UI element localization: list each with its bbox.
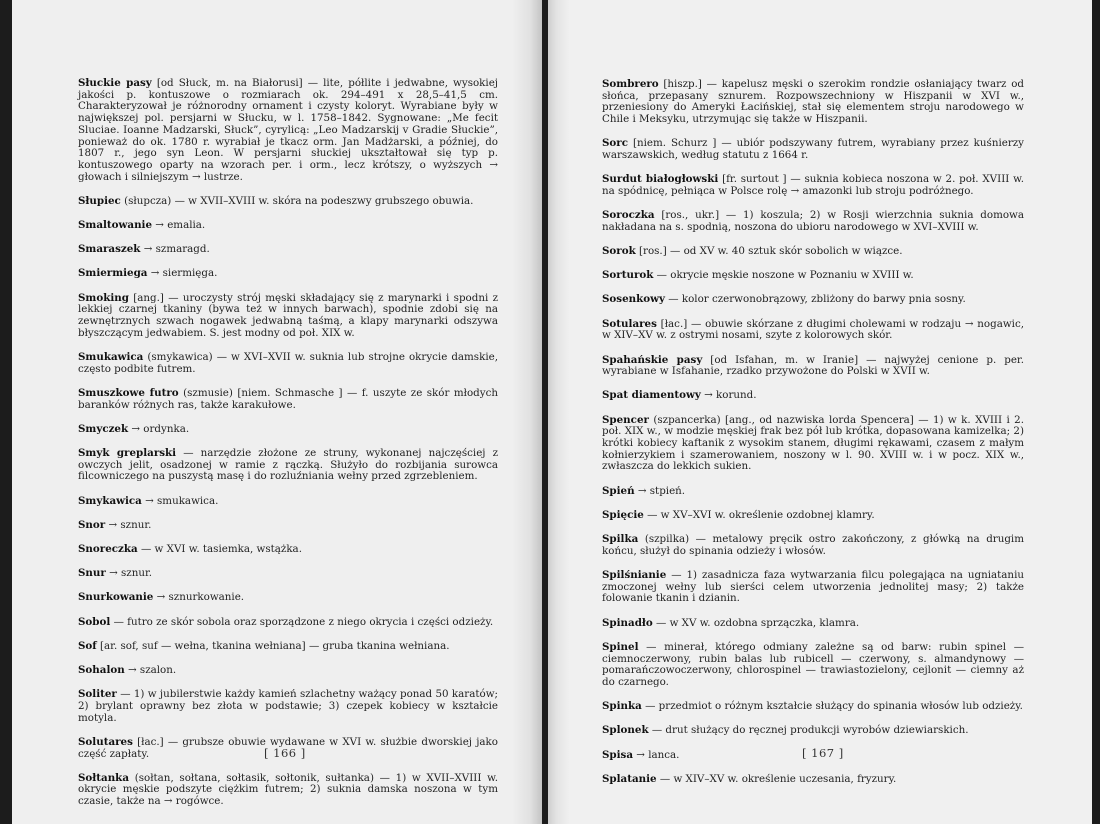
left-page-number: [ 166 ] xyxy=(264,746,306,760)
dictionary-entry xyxy=(602,79,1024,126)
entry-term: Spinka xyxy=(602,700,642,713)
entry-term: Spilka xyxy=(602,533,639,546)
dictionary-entry xyxy=(78,196,498,208)
entry-definition: — 1) zasadnicza faza wytwarzania filcu polegająca na ugniataniu zmoczonej wełny lub sierści celem utworzenia jednolitej masy; 2) także folowanie tkanin i dzianin. xyxy=(602,568,1024,605)
entry-term: Snurkowanie xyxy=(78,591,154,604)
dictionary-entry xyxy=(602,138,1024,161)
dictionary-entry xyxy=(78,689,498,724)
entry-definition: [łac.] — grubsze obuwie wydawane w XVI w. służbie dworskiej jako część zapłaty. xyxy=(78,735,498,760)
dictionary-entry xyxy=(602,725,1024,737)
dictionary-entry xyxy=(602,510,1024,522)
entry-definition: — futro ze skór sobola oraz sporządzone z niego okrycia i części odzieży. xyxy=(110,615,494,628)
entry-term: Snoreczka xyxy=(78,542,138,555)
entry-term: Sosenkowy xyxy=(602,293,665,306)
entry-term: Smaraszek xyxy=(78,243,141,256)
book-gutter-shadow-right xyxy=(548,0,570,824)
entry-definition: → emalia. xyxy=(152,219,206,232)
entry-definition: → sznurkowanie. xyxy=(153,591,245,604)
dictionary-entry xyxy=(602,701,1024,713)
right-page-text-column xyxy=(602,79,1024,798)
dictionary-entry xyxy=(78,520,498,532)
entry-term: Snur xyxy=(78,567,106,580)
entry-definition: — przedmiot o różnym kształcie służący do spinania włosów lub odzieży. xyxy=(641,700,1023,713)
entry-term: Spat diamentowy xyxy=(602,389,701,402)
entry-definition: (słupcza) — w XVII–XVIII w. skóra na podeszwy grubszego obuwia. xyxy=(120,194,474,207)
entry-term: Smoking xyxy=(78,291,129,304)
dictionary-entry xyxy=(602,618,1024,630)
entry-term: Spahańskie pasy xyxy=(602,353,703,366)
entry-term: Surdut białogłowski xyxy=(602,173,719,186)
entry-definition: → szalon. xyxy=(124,664,177,676)
entry-definition: — w XV w. ozdobna sprzączka, klamra. xyxy=(652,616,860,629)
book-gutter-shadow-left xyxy=(512,0,542,824)
entry-term: Sorc xyxy=(602,137,628,150)
dictionary-entry xyxy=(78,568,498,580)
dictionary-entry xyxy=(602,774,1024,786)
entry-definition: — w XIV–XV w. określenie uczesania, fryzury. xyxy=(656,772,897,785)
dictionary-entry xyxy=(78,496,498,508)
entry-definition: → sznur. xyxy=(105,567,153,580)
entry-term: Sobol xyxy=(78,615,111,628)
entry-definition: [hiszp.] — kapelusz męski o szerokim rondzie osłaniający twarz od słońca, przepasany sznurem. Rozpowszechniony w Hiszpanii w XVI w., przeniesiony do Ameryki Łacińskiej, stał się elementem stroju narodowego w Chile i Meksyku, utrzymując się także w Hiszpanii. xyxy=(602,78,1024,126)
dictionary-entry xyxy=(602,246,1024,258)
entry-definition: → korund. xyxy=(700,389,757,402)
dictionary-entry xyxy=(602,210,1024,233)
dictionary-entry xyxy=(78,293,498,340)
entry-definition: — w XV–XVI w. określenie ozdobnej klamry. xyxy=(643,508,875,521)
dictionary-entry xyxy=(78,665,498,677)
entry-definition: → ordynka. xyxy=(128,422,190,435)
entry-definition: [od Słuck, m. na Białorusi] — lite, półlite i jedwabne, wysokiej jakości p. kontuszowe o rozmiarach ok. 294–491 x 28,5–41,5 cm. Charakteryzował je różnorodny ornament i czysty koloryt. Wyrabiane były w największej pol. persjarni w Słucku, w l. 1758–1842. Sygnowane: „Me fecit Sluciae. Ioanne Madzarski, Słuck”, cyrylicą: „Leo Madzarskij v Gradie Słuckie”, ponieważ do ok. 1780 r. wyrabiał je tkacz orm. Jan Madżarski, a później, do 1807 r., jego syn Leon. W persjarni słuckiej ukształtował się typ p. kontuszowego oparty na wzorach per. i orm., lecz krótszy, o wyższych → głowach i silniejszym → lustrze. xyxy=(78,77,498,183)
entry-term: Smyk greplarski xyxy=(78,446,177,459)
dictionary-entry xyxy=(78,448,498,483)
entry-term: Słupiec xyxy=(78,194,121,207)
entry-definition: — drut służący do ręcznej produkcji wyrobów dziewiarskich. xyxy=(648,724,969,737)
entry-term: Sorok xyxy=(602,245,636,258)
entry-definition: → szmaragd. xyxy=(140,243,210,256)
entry-term: Spinel xyxy=(602,640,639,653)
dictionary-entry xyxy=(602,319,1024,342)
dictionary-entry xyxy=(602,270,1024,282)
dictionary-entry xyxy=(602,174,1024,197)
entry-term: Smuszkowe futro xyxy=(78,386,179,399)
entry-definition: — kolor czerwonobrązowy, zbliżony do barwy pnia sosny. xyxy=(665,293,966,306)
entry-definition: (szpilka) — metalowy pręcik ostro zakończony, z główką na drugim końcu, służył do spinania odzieży i włosów. xyxy=(602,533,1024,557)
entry-definition: [fr. surtout ] — suknia kobieca noszona w 2. poł. XVIII w. na spódnicę, pełniąca w Polsce rolę → amazonki lub stroju podróżnego. xyxy=(602,173,1024,197)
entry-definition: → sznur. xyxy=(105,518,152,531)
entry-term: Smyczek xyxy=(78,422,129,435)
dictionary-entry xyxy=(78,268,498,280)
dictionary-entry xyxy=(78,78,498,183)
entry-term: Solutares xyxy=(78,735,133,748)
dictionary-entry xyxy=(78,244,498,256)
dictionary-entry xyxy=(602,642,1024,689)
entry-definition: [niem. Schurz ] — ubiór podszywany futrem, wyrabiany przez kuśnierzy warszawskich, według statutu z 1664 r. xyxy=(602,137,1024,162)
entry-definition: → smukawica. xyxy=(141,494,219,507)
entry-term: Spilśnianie xyxy=(602,568,667,581)
dictionary-entry xyxy=(602,390,1024,402)
entry-definition: [ang.] — uroczysty strój męski składający się z marynarki i spodni z lekkiej czarnej tkaniny (bywa też w innych barwach), spodnie zdobi się na zewnętrznych szwach nogawek jedwabną taśmą, a klapy marynarki odszywa błyszczącym jedwabiem. S. jest modny od poł. XIX w. xyxy=(78,291,498,339)
entry-term: Smykawica xyxy=(78,494,142,507)
dictionary-entry xyxy=(78,641,498,653)
dictionary-entry xyxy=(78,388,498,411)
entry-definition: (szmusie) [niem. Schmasche ] — f. uszyte ze skór młodych baranków różnych ras, także karakułowe. xyxy=(78,386,498,411)
entry-definition: (smykawica) — w XVI–XVII w. suknia lub strojne okrycie damskie, często podbite futrem. xyxy=(78,350,498,375)
dictionary-entry xyxy=(78,544,498,556)
entry-term: Spięcie xyxy=(602,508,644,521)
dictionary-entry xyxy=(78,424,498,436)
entry-definition: — w XVI w. tasiemka, wstążka. xyxy=(137,542,302,555)
entry-definition: — okrycie męskie noszone w Poznaniu w XVIII w. xyxy=(653,269,914,282)
entry-term: Soroczka xyxy=(602,209,655,222)
entry-term: Sotulares xyxy=(602,317,657,330)
entry-definition: [ar. sof, suf — wełna, tkanina wełniana] — gruba tkanina wełniana. xyxy=(96,639,450,652)
entry-term: Spencer xyxy=(602,413,649,426)
left-page-text-column xyxy=(78,78,498,820)
entry-term: Snor xyxy=(78,518,106,531)
right-page xyxy=(548,0,1092,824)
entry-definition: (szpancerka) [ang., od nazwiska lorda Spencera] — 1) w k. XVIII i 2. poł. XIX w., w modzie męskiej frak bez pół lub krótka, dopasowana kamizelka; 2) krótki kobiecy kaftanik z wysokim stanem, długimi rękawami, czasem z małym kołnierzykiem i szamerowaniem, noszony w l. 90. XVIII w. i w pocz. XIX w., zwłaszcza do lekkich sukien. xyxy=(602,413,1024,473)
dictionary-entry xyxy=(78,352,498,375)
entry-term: Sombrero xyxy=(602,78,659,90)
dictionary-entry xyxy=(602,534,1024,557)
dictionary-entry xyxy=(602,486,1024,498)
entry-term: Spinadło xyxy=(602,616,653,629)
entry-term: Smaltowanie xyxy=(78,219,153,232)
entry-term: Soliter xyxy=(78,688,117,701)
entry-term: Smiermiega xyxy=(78,267,148,280)
dictionary-entry xyxy=(602,415,1024,474)
entry-term: Sohalon xyxy=(78,664,125,676)
dictionary-entry xyxy=(602,570,1024,605)
dictionary-entry xyxy=(78,220,498,232)
entry-term: Splatanie xyxy=(602,772,657,785)
dictionary-entry xyxy=(78,773,498,808)
entry-definition: — narzędzie złożone ze struny, wykonanej najczęściej z owczych jelit, osadzonej w ramie z rączką. Służyło do rozbijania surowca filcowniczego na puszystą masę i do rozluźniania wełny przed zgrzebleniem. xyxy=(78,446,498,483)
entry-definition: — 1) w jubilerstwie każdy kamień szlachetny ważący ponad 50 karatów; 2) brylant oprawny bez złota w podstawie; 3) czepek kobiecy w kształcie motyla. xyxy=(78,688,498,724)
entry-term: Sołtanka xyxy=(78,771,129,784)
entry-term: Sof xyxy=(78,639,97,652)
entry-definition: [od Isfahan, m. w Iranie] — najwyżej cenione p. per. wyrabiane w Isfahanie, rzadko przywożone do Polski w XVII w. xyxy=(602,353,1024,378)
entry-definition: → stpień. xyxy=(634,484,686,497)
entry-term: Sorturok xyxy=(602,269,654,282)
entry-term: Spień xyxy=(602,484,635,497)
entry-term: Smukawica xyxy=(78,350,144,363)
entry-definition: (sołtan, sołtana, sołtasik, sołtonik, sułtanka) — 1) w XVII–XVIII w. okrycie męskie podszyte ciężkim futrem; 2) suknia damska noszona w tym czasie, także na → rogówce. xyxy=(78,771,498,808)
entry-definition: [łac.] — obuwie skórzane z długimi cholewami w rodzaju → nogawic, w XIV–XV w. z ostrymi nosami, szyte z kolorowych skór. xyxy=(602,317,1024,342)
entry-definition: [ros., ukr.] — 1) koszula; 2) w Rosji wierzchnia suknia domowa nakładana na s. spodnią, noszona do ubioru narodowego w XVI–XVIII w. xyxy=(602,209,1024,233)
entry-definition: → lanca. xyxy=(633,748,680,761)
entry-definition: — minerał, którego odmiany zależne są od barw: rubin spinel — ciemnoczerwony, rubin balas lub rubicell — czerwony, s. almandynowy — pomarańczowoczerwony, chlorospinel — trawiastozielony, cejlonit — ciemny aż do czarnego. xyxy=(602,640,1024,688)
entry-term: Słuckie pasy xyxy=(78,77,152,89)
entry-term: Spisa xyxy=(602,748,634,761)
left-page xyxy=(12,0,542,824)
right-page-number: [ 167 ] xyxy=(802,746,844,760)
entry-definition: [ros.] — od XV w. 40 sztuk skór sobolich w wiązce. xyxy=(635,245,903,258)
entry-term: Splonek xyxy=(602,724,649,737)
dictionary-entry xyxy=(602,294,1024,306)
dictionary-entry xyxy=(78,592,498,604)
entry-definition: → siermięga. xyxy=(147,267,218,280)
dictionary-entry xyxy=(78,617,498,629)
dictionary-entry xyxy=(602,355,1024,378)
